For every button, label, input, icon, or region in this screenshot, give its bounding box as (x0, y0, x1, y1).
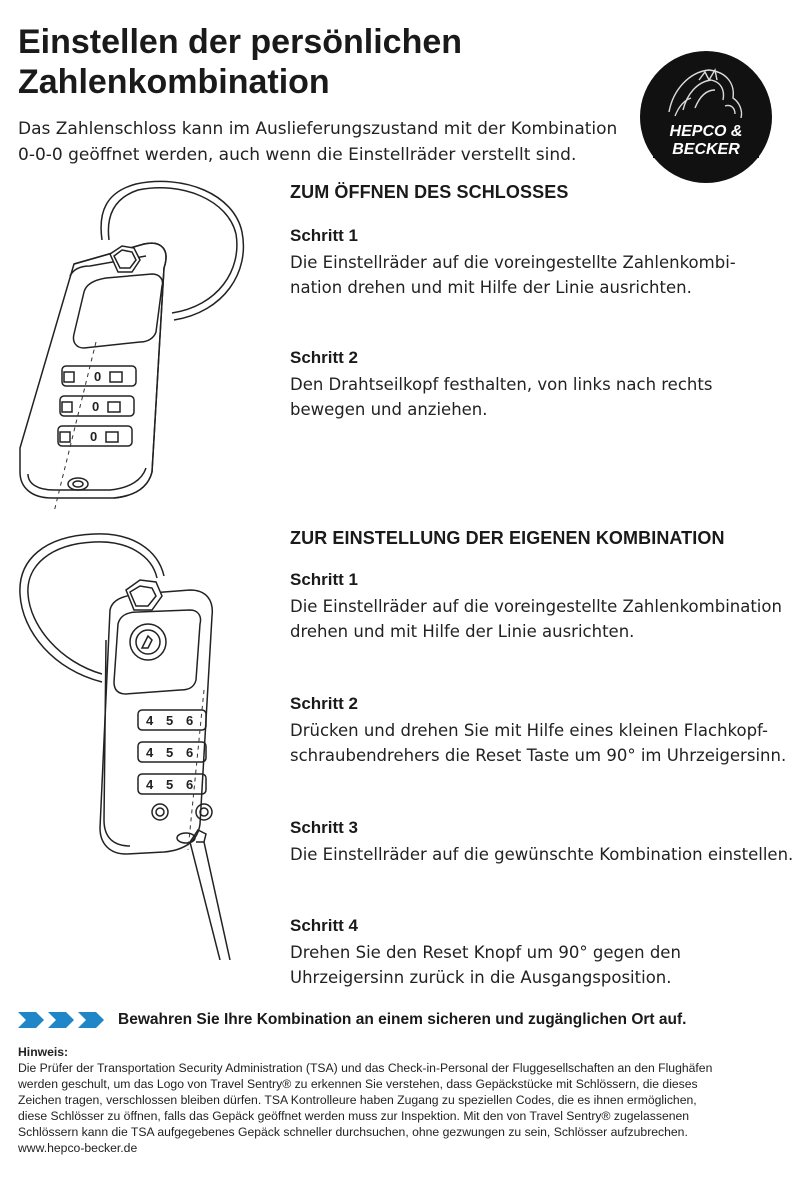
dial-digit-b1: 4 (146, 745, 154, 760)
step-text-line-1: Die Einstellräder auf die voreingestellte Zahlenkombi- (290, 253, 736, 272)
set-section-heading: ZUR EINSTELLUNG DER EIGENEN KOMBINATION (290, 528, 725, 548)
dial-digit-b3: 6 (186, 745, 194, 760)
step-text-line-1: Drücken und drehen Sie mit Hilfe eines kleinen Flachkopf- (290, 721, 768, 740)
dial-digit-1: 0 (94, 369, 102, 384)
callout-text: Bewahren Sie Ihre Kombination an einem sicheren und zugänglichen Ort auf. (118, 1011, 687, 1028)
open-step-2 (290, 346, 802, 422)
intro-text (18, 116, 648, 168)
open-section-heading: ZUM ÖFFNEN DES SCHLOSSES (290, 182, 569, 202)
dial-digit-b2: 5 (166, 745, 174, 760)
note-block (18, 1044, 798, 1156)
page-title (18, 22, 618, 102)
set-step-3 (290, 816, 802, 867)
step-label: Schritt 1 (290, 570, 359, 589)
title-line-2: Zahlenkombination (18, 63, 330, 101)
step-text-line-2: drehen und mit Hilfe der Linie ausrichten. (290, 622, 635, 641)
step-label: Schritt 4 (290, 916, 359, 935)
step-label: Schritt 2 (290, 694, 359, 713)
set-step-4 (290, 914, 802, 990)
lock-illustration-open (14, 172, 284, 522)
logo-text-2: BECKER (672, 141, 740, 158)
keep-safe-callout (18, 1006, 798, 1034)
note-line-2: werden geschult, um das Logo von Travel Sentry® zu erkennen Sie verstehen, dass Gepäckstücke mit Schlössern, die dieses (18, 1077, 698, 1091)
note-line-3: Zeichen tragen, verschlossen bleiben dürfen. TSA Kontrolleure haben Zugang zu speziellen Codes, die es ihnen ermöglichen, (18, 1093, 697, 1107)
intro-line-2: 0-0-0 geöffnet werden, auch wenn die Einstellräder verstellt sind. (18, 145, 577, 165)
intro-line-1: Das Zahlenschloss kann im Auslieferungszustand mit der Kombination (18, 119, 618, 139)
step-text-line-2: Uhrzeigersinn zurück in die Ausgangsposition. (290, 968, 672, 987)
website-url[interactable]: www.hepco-becker.de (18, 1141, 138, 1155)
note-line-4: diese Schlösser zu öffnen, falls das Gepäck geöffnet werden muss zur Inspektion. Mit den von Travel Sentry® zugelassenen (18, 1109, 690, 1123)
step-text-line-2: bewegen und anziehen. (290, 400, 488, 419)
dial-digit-2: 0 (92, 399, 100, 414)
set-step-1 (290, 568, 802, 644)
title-line-1: Einstellen der persönlichen (18, 23, 463, 61)
step-text-line-2: nation drehen und mit Hilfe der Linie ausrichten. (290, 278, 692, 297)
step-text-line-2: schraubendrehers die Reset Taste um 90° im Uhrzeigersinn. (290, 746, 787, 765)
dial-digit-c1: 4 (146, 777, 154, 792)
note-line-1: Die Prüfer der Transportation Security Administration (TSA) und das Check-in-Personal der Fluggesellschaften an den Flughäfen (18, 1061, 713, 1075)
note-line-5: Schlössern kann die TSA aufgegebenes Gepäck schneller durchsuchen, ohne gezwungen zu sein, Schlösser aufzubrechen. (18, 1125, 688, 1139)
dial-digit-a3: 6 (186, 713, 194, 728)
step-label: Schritt 3 (290, 818, 359, 837)
chevron-arrows-icon (18, 1010, 106, 1030)
hepco-becker-logo (639, 50, 773, 184)
dial-digit-c2: 5 (166, 777, 174, 792)
dial-digit-3: 0 (90, 429, 98, 444)
logo-text-1: HEPCO & (669, 123, 743, 140)
note-heading: Hinweis: (18, 1045, 69, 1059)
step-text-line-1: Die Einstellräder auf die voreingestellte Zahlenkombination (290, 597, 782, 616)
step-label: Schritt 1 (290, 226, 359, 245)
dial-digit-a2: 5 (166, 713, 174, 728)
dial-digit-a1: 4 (146, 713, 154, 728)
step-text-line-1: Den Drahtseilkopf festhalten, von links nach rechts (290, 375, 713, 394)
dial-digit-c3: 6 (186, 777, 194, 792)
step-text-line-1: Drehen Sie den Reset Knopf um 90° gegen den (290, 943, 681, 962)
lock-illustration-reset (14, 520, 284, 960)
set-step-2 (290, 692, 802, 768)
step-text-line-1: Die Einstellräder auf die gewünschte Kombination einstellen. (290, 845, 794, 864)
step-label: Schritt 2 (290, 348, 359, 367)
open-step-1 (290, 224, 802, 300)
